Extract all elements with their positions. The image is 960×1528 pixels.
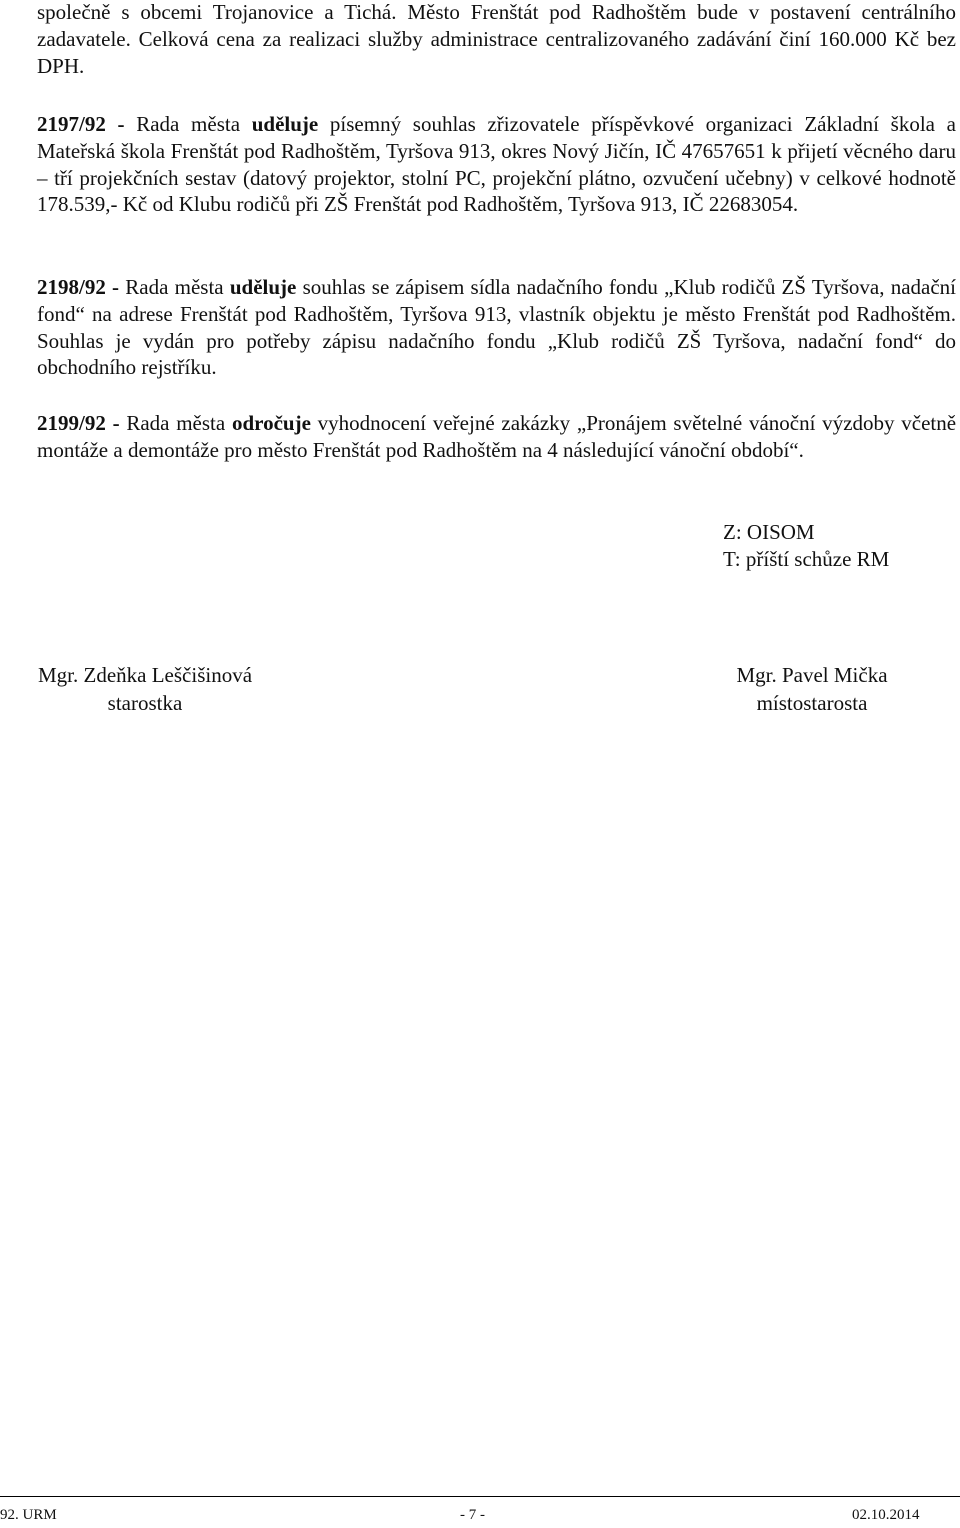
resolution-prefix: Rada města xyxy=(125,275,224,299)
resolution-text: souhlas se zápisem sídla nadačního fondu „Klub rodičů ZŠ Tyršova, nadační fond“ na adrese Frenštát pod Radhoštěm, Tyršova 913, vlastník objektu je město Frenštát pod Radhoštěm. Souhlas je vydán pro potřeby zápisu nadačního fondu „Klub rodičů ZŠ Tyršova, nadační fond“ do obchodního rejstříku. xyxy=(37,275,956,380)
resolution-text: vyhodnocení veřejné zakázky „Pronájem světelné vánoční výzdoby včetně montáže a demontáže pro město Frenštát pod Radhoštěm na 4 následující vánoční období“. xyxy=(37,411,957,462)
mayor-role: starostka xyxy=(107,691,183,715)
resolution-2199 xyxy=(37,410,956,464)
resolution-prefix: Rada města xyxy=(136,112,241,136)
resolution-2197 xyxy=(37,111,956,218)
deputy-mayor-name: Mgr. Pavel Mička xyxy=(736,663,888,687)
intro-paragraph: společně s obcemi Trojanovice a Tichá. Město Frenštát pod Radhoštěm bude v postavení centrálního zadavatele. Celková cena za realizaci služby administrace centralizovaného zadávání činí 160.000 Kč bez DPH. xyxy=(37,0,956,78)
deadline: T: příští schůze RM xyxy=(723,547,890,571)
responsible-party: Z: OISOM xyxy=(723,520,815,544)
resolution-2198 xyxy=(37,274,956,381)
deputy-mayor-signature-block xyxy=(722,661,902,717)
deputy-mayor-role: místostarosta xyxy=(756,691,868,715)
resolution-prefix: Rada města xyxy=(126,411,226,435)
resolution-text: písemný souhlas zřizovatele příspěvkové organizaci Základní škola a Mateřská škola Frenštát pod Radhoštěm, Tyršova 913, okres Nový Jičín, IČ 47657651 k přijetí věcného daru – tří projekčních sestav (datový projektor, stolní PC, projekční plátno, ozvučení učebny) v celkové hodnotě 178.539,- Kč od Klubu rodičů při ZŠ Frenštát pod Radhoštěm, Tyršova 913, IČ 22683054. xyxy=(37,112,956,217)
footer-date: 02.10.2014 xyxy=(852,1507,920,1523)
resolution-verb: uděluje xyxy=(229,275,297,299)
footer-meeting-label: 92. URM xyxy=(0,1507,57,1523)
resolution-verb: uděluje xyxy=(251,112,319,136)
resolution-number: 2197/92 - xyxy=(37,112,125,136)
footer-divider xyxy=(0,1496,960,1497)
mayor-name: Mgr. Zdeňka Leščišinová xyxy=(38,663,253,687)
page-number: - 7 - xyxy=(460,1507,485,1523)
resolution-number: 2199/92 - xyxy=(37,411,120,435)
resolution-number: 2198/92 - xyxy=(37,275,120,299)
mayor-signature-block xyxy=(38,661,252,717)
resolution-verb: odročuje xyxy=(231,411,311,435)
